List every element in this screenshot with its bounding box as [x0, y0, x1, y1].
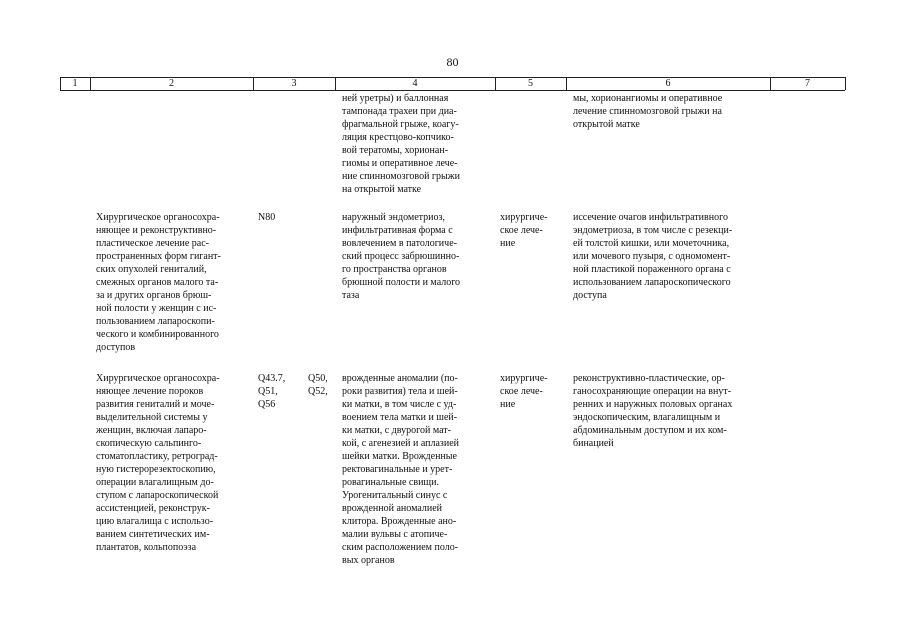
column-number: 3 — [291, 78, 297, 89]
row-2-diagnosis: врожденные аномалии (по- роки развития) тела и шей- ки матки, в том числе с уд- воением тела матки и шей- ки матки, с двурогой мат- кой, с агенезией и аплазией шейки матки. Врожденные ректовагинальные и урет- ровагинальные свищи. Урогенитальный синус с врожденной аномалией клитора. Врожденные ано- малии вульвы с атопиче- ским расположением поло- вых органов — [342, 373, 460, 566]
column-number: 2 — [169, 78, 174, 89]
row-1-treatment: хирургиче- ское лече- ние — [500, 212, 548, 249]
row-1-name: Хирургическое органосохра- няющее и реконструктивно- пластическое лечение рас- пространенных форм гигант- ских опухолей гениталий, смежных органов малого та- за и других органов брюш- ной полости у женщин с ис- пользованием лапароскопи- ческого и комбинированного доступов — [96, 212, 221, 353]
col-separator — [845, 77, 846, 90]
column-number: 7 — [805, 78, 810, 89]
column-number: 1 — [72, 78, 78, 89]
column-number: 5 — [528, 78, 533, 89]
continuation-method: мы, хорионангиомы и оперативное лечение спинномозговой грыжи на открытой матке — [573, 93, 723, 130]
row-1-method: иссечение очагов инфильтративного эндометриоза, в том числе с резекци- ей толстой кишки, или мочеточника, или мочевого пузыря, с одномомент- ной пластикой пораженного органа с использованием лапароскопического доступа — [573, 212, 733, 301]
row-2-treatment: хирургиче- ское лече- ние — [500, 373, 548, 410]
column-number: 6 — [665, 78, 671, 89]
row-2-name: Хирургическое органосохра- няющее лечение пороков развития гениталий и моче- выделительной системы у женщин, включая лапаро- скопическую сальпинго- стоматопластику, ретроград- ную гистерорезектоскопию, операции влагалищным до- ступом с лапароскопической ассистенцией, реконструк- цию влагалища с использо- ванием синтетических им- плантатов, кольпопоэза — [96, 373, 220, 553]
table-header-bottom-border — [60, 90, 845, 91]
row-2-method: реконструктивно-пластические, ор- ганосохраняющие операции на внут- ренних и наружных половых органах эндоскопическим, влагалищным и абдоминальным доступом и их ком- бинацией — [573, 373, 733, 449]
page-number: 80 — [446, 55, 459, 69]
row-1-codes: N80 — [258, 212, 276, 223]
row-2-codes-right: Q50, Q52, — [308, 373, 328, 397]
continuation-diagnosis: ней уретры) и баллонная тампонада трахеи при диа- фрагмальной грыже, коагу- ляция крестцово-копчико- вой тератомы, хорионан- гиомы и оперативное лече- ние спинномозговой грыжи на открытой матке — [342, 93, 461, 195]
row-2-codes-left: Q43.7, Q51, Q56 — [258, 373, 286, 410]
row-1-diagnosis: наружный эндометриоз, инфильтративная форма с вовлечением в патологиче- ский процесс забрюшинно- го пространства органов брюшной полости и малого таза — [342, 212, 461, 301]
column-number: 4 — [412, 78, 418, 89]
